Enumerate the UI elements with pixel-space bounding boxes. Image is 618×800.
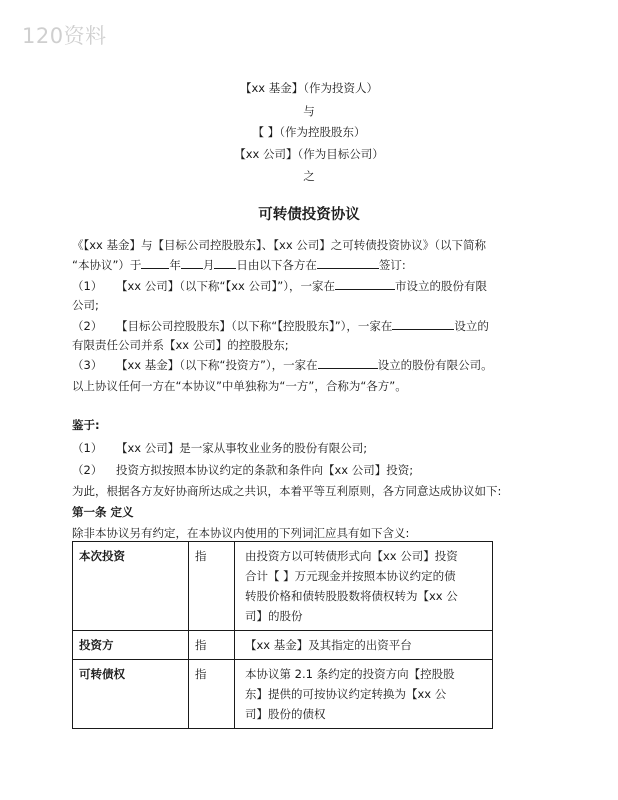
party-1-number: （1） (72, 279, 103, 293)
party-1 (72, 278, 487, 294)
place-blank (317, 257, 379, 269)
party-3-text: 【xx 基金】（以下称“投资方”），一家在 (116, 358, 318, 372)
definition-term: 可转债权 (73, 660, 189, 729)
definition-line: 由投资方以可转债形式向【xx 公司】投资 (245, 549, 458, 563)
definition-text (235, 542, 493, 631)
cover-of: 之 (303, 169, 315, 183)
table-row (73, 631, 493, 660)
intro-signed: 签订: (378, 258, 406, 272)
party-1-text-end: 市设立的股份有限 (394, 279, 487, 293)
definition-line: 司】股份的债权 (245, 707, 326, 721)
intro-year-label: 年 (169, 258, 181, 272)
party-2-text-end: 设立的 (454, 319, 489, 333)
intro-place-prefix: 日由以下各方在 (236, 258, 317, 272)
table-row (73, 660, 493, 729)
definition-term: 投资方 (73, 631, 189, 660)
party-2-blank (392, 318, 454, 330)
definition-line: 合计【 】万元现金并按照本协议约定的债 (245, 569, 456, 583)
party-2 (72, 318, 489, 334)
recitals-conclusion: 为此，根据各方友好协商所达成之共识，本着平等互利原则，各方同意达成协议如下: (72, 484, 502, 498)
recital-2-number: （2） (72, 463, 103, 477)
definition-text (235, 660, 493, 729)
intro-line-2 (72, 257, 406, 273)
cover-and: 与 (303, 104, 315, 118)
party-1-text: 【xx 公司】（以下称“【xx 公司】”），一家在 (116, 279, 335, 293)
recital-1-text: 【xx 公司】是一家从事牧业业务的股份有限公司; (116, 441, 368, 455)
party-1-cont: 公司; (72, 298, 99, 312)
definitions-table (72, 541, 493, 729)
month-blank (181, 257, 203, 269)
cover-investor: 【xx 基金】（作为投资人） (239, 81, 378, 95)
party-2-text: 【目标公司控股股东】（以下称“【控股股东】”），一家在 (116, 319, 393, 333)
recital-1-number: （1） (72, 441, 103, 455)
recitals-heading: 鉴于: (72, 418, 100, 432)
party-3-number: （3） (72, 358, 103, 372)
definition-line: 转股价格和债转股股数将债权转为【xx 公 (245, 589, 458, 603)
recital-2 (72, 462, 413, 478)
cover-target: 【xx 公司】（作为目标公司） (234, 147, 384, 161)
definition-means: 指 (189, 660, 235, 729)
recital-2-text: 投资方拟按照本协议约定的条款和条件向【xx 公司】投资; (116, 463, 414, 477)
definition-term: 本次投资 (73, 542, 189, 631)
definition-line: 东】提供的可按协议约定转换为【xx 公 (245, 687, 447, 701)
recital-1 (72, 440, 367, 456)
definition-line: 【xx 基金】及其指定的出资平台 (245, 638, 412, 652)
party-2-number: （2） (72, 319, 103, 333)
watermark: 120资料 (22, 24, 107, 48)
intro-month-label: 月 (202, 258, 215, 272)
party-note: 以上协议任何一方在“本协议”中单独称为“一方”，合称为“各方”。 (72, 379, 407, 393)
definition-line: 本协议第 2.1 条约定的投资方向【控股股 (245, 667, 455, 681)
party-2-cont: 有限责任公司并系【xx 公司】的控股股东; (72, 338, 289, 352)
definition-text (235, 631, 493, 660)
table-row (73, 542, 493, 631)
article-1-heading: 第一条 定义 (72, 505, 134, 519)
article-1-intro: 除非本协议另有约定，在本协议内使用的下列词汇应具有如下含义: (72, 526, 410, 540)
party-3 (72, 357, 493, 373)
party-3-blank (318, 357, 378, 369)
document-title: 可转债投资协议 (258, 207, 360, 223)
intro-date-prefix: “本协议”）于 (72, 258, 142, 272)
definition-means: 指 (189, 542, 235, 631)
party-1-blank (335, 278, 395, 290)
definition-line: 司】的股份 (245, 609, 303, 623)
day-blank (214, 257, 236, 269)
cover-controller: 【 】（作为控股股东） (252, 125, 366, 139)
year-blank (141, 257, 169, 269)
definition-means: 指 (189, 631, 235, 660)
party-3-text-end: 设立的股份有限公司。 (377, 358, 493, 372)
intro-line-1: 《【xx 基金】与【目标公司控股股东】、【xx 公司】之可转债投资协议》（以下简称 (72, 238, 487, 252)
